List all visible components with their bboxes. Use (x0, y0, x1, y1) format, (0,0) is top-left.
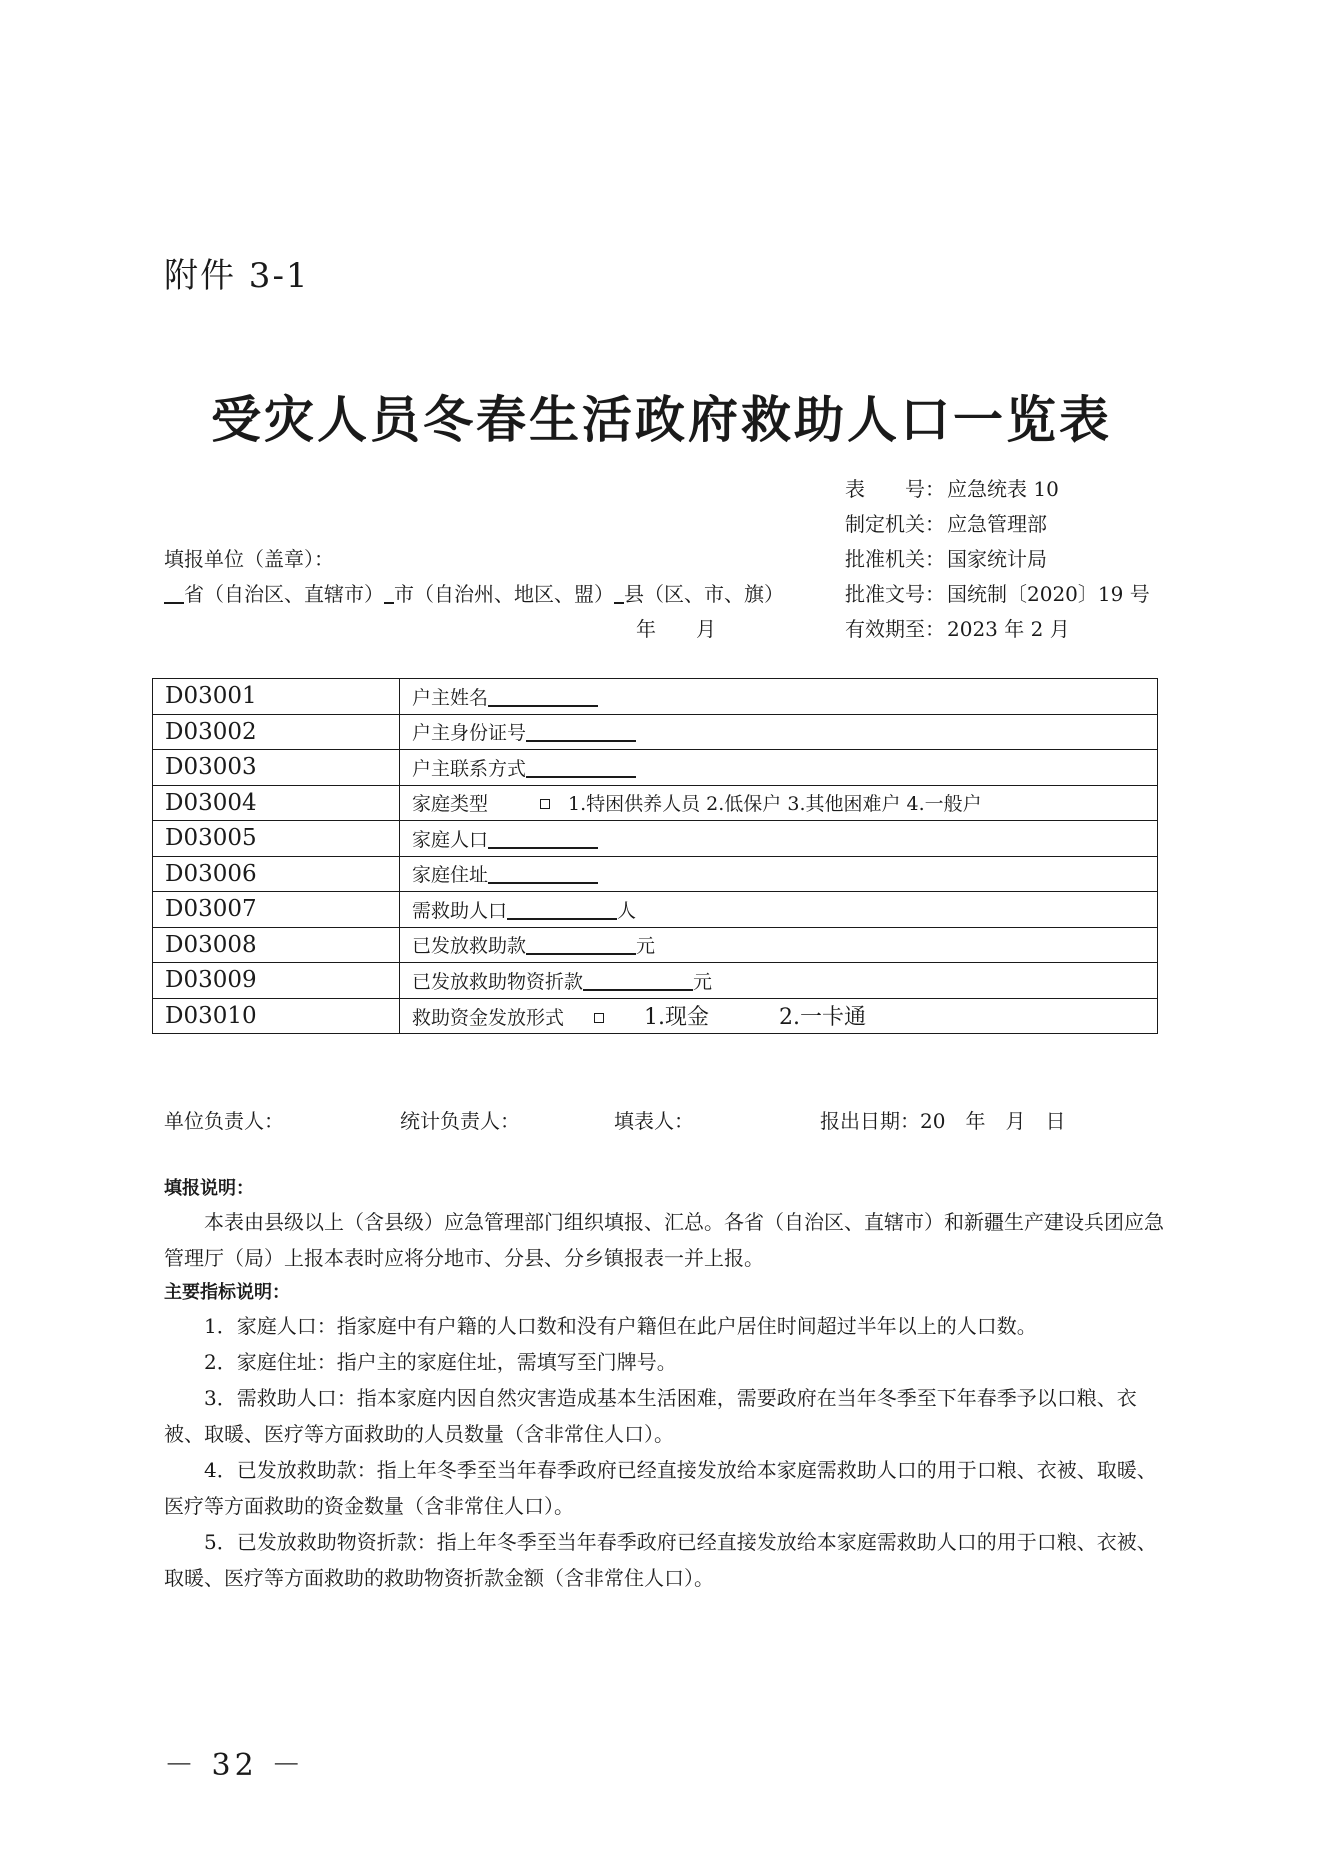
unit-suffix: 人 (617, 899, 637, 922)
meta-value: 应急管理部 (947, 512, 1047, 536)
instructions-heading: 填报说明： (164, 1178, 254, 1199)
meta-label: 批准文号： (845, 582, 945, 606)
city-label: 市（自治州、地区、盟） (394, 582, 614, 606)
row-code: D03007 (153, 892, 400, 928)
row-label: 家庭类型 (412, 793, 489, 816)
table-row (153, 892, 1158, 928)
indicator-item: 2．家庭住址：指户主的家庭住址，需填写至门牌号。 (204, 1350, 677, 1374)
meta-label: 批准机关： (845, 547, 945, 571)
table-row (153, 679, 1158, 715)
indicator-item: 5．已发放救助物资折款：指上年冬季至当年春季政府已经直接发放给本家庭需救助人口的用于口粮、衣被、取暖、医疗等方面救助的救助物资折款金额（含非常住人口）。 (164, 1530, 1157, 1590)
unit-suffix: 元 (693, 970, 713, 993)
report-date-label: 报出日期：20 年 月 日 (820, 1109, 1066, 1133)
row-code: D03005 (153, 821, 400, 857)
relief-form-table (152, 678, 1158, 1034)
table-row (153, 963, 1158, 999)
head-name-field[interactable] (488, 705, 598, 707)
meta-label: 表 号： (845, 477, 945, 501)
row-item (400, 963, 1158, 999)
unit-suffix: 元 (636, 935, 656, 958)
row-item (400, 856, 1158, 892)
payment-form-checkbox[interactable] (594, 1013, 604, 1023)
row-code: D03006 (153, 856, 400, 892)
row-item (400, 927, 1158, 963)
row-item (400, 785, 1158, 821)
row-label: 救助资金发放形式 (412, 1007, 565, 1030)
meta-value: 2023 年 2 月 (947, 617, 1070, 641)
row-label: 已发放救助物资折款 (412, 970, 584, 993)
head-contact-field[interactable] (526, 776, 636, 778)
row-label: 需救助人口 (412, 899, 508, 922)
relief-goods-value-field[interactable] (583, 989, 693, 991)
indicators-heading: 主要指标说明： (164, 1282, 290, 1303)
meta-valid-until (845, 613, 1070, 642)
meta-label: 制定机关： (845, 512, 945, 536)
meta-approval-number (845, 578, 1150, 607)
payment-option-cash: 1.现金 (644, 1005, 710, 1031)
row-label: 户主联系方式 (412, 757, 527, 780)
row-code: D03003 (153, 750, 400, 786)
filling-unit-label: 填报单位（盖章）： (164, 547, 334, 571)
row-label: 户主身份证号 (412, 722, 527, 745)
attachment-label: 附件 3-1 (164, 256, 310, 296)
meta-issuing-authority (845, 508, 1047, 537)
page-title: 受灾人员冬春生活政府救助人口一览表 (211, 390, 1112, 449)
row-code: D03001 (153, 679, 400, 715)
province-blank[interactable] (164, 602, 184, 604)
filler-label: 填表人： (614, 1109, 694, 1133)
table-row (153, 821, 1158, 857)
household-type-checkbox[interactable] (540, 799, 550, 809)
indicator-item: 4．已发放救助款：指上年冬季至当年春季政府已经直接发放给本家庭需救助人口的用于口粮、衣被、取暖、医疗等方面救助的资金数量（含非常住人口）。 (164, 1458, 1157, 1518)
city-blank[interactable] (384, 602, 394, 604)
row-label: 已发放救助款 (412, 935, 527, 958)
unit-head-label: 单位负责人： (164, 1109, 284, 1133)
row-code: D03010 (153, 998, 400, 1034)
row-label: 家庭住址 (412, 864, 489, 887)
page-number: － 32 － (164, 1748, 306, 1783)
row-item (400, 679, 1158, 715)
row-item (400, 892, 1158, 928)
household-type-options: 1.特困供养人员 2.低保户 3.其他困难户 4.一般户 (568, 793, 982, 816)
household-size-field[interactable] (488, 847, 598, 849)
instructions-text: 本表由县级以上（含县级）应急管理部门组织填报、汇总。各省（自治区、直辖市）和新疆生产建设兵团应急管理厅（局）上报本表时应将分地市、分县、分乡镇报表一并上报。 (164, 1210, 1164, 1270)
table-row (153, 714, 1158, 750)
meta-form-number (845, 473, 1059, 502)
province-label: 省（自治区、直辖市） (184, 582, 384, 606)
payment-option-card: 2.一卡通 (779, 1005, 867, 1031)
table-row (153, 927, 1158, 963)
county-label: 县（区、市、旗） (624, 582, 784, 606)
head-id-field[interactable] (526, 740, 636, 742)
relief-funds-field[interactable] (526, 953, 636, 955)
indicator-item: 1．家庭人口：指家庭中有户籍的人口数和没有户籍但在此户居住时间超过半年以上的人口数。 (204, 1314, 1037, 1338)
county-blank[interactable] (614, 602, 624, 604)
table-row (153, 750, 1158, 786)
row-code: D03008 (153, 927, 400, 963)
row-code: D03009 (153, 963, 400, 999)
region-line (164, 578, 784, 607)
row-item (400, 998, 1158, 1034)
row-code: D03004 (153, 785, 400, 821)
stats-head-label: 统计负责人： (400, 1109, 520, 1133)
row-item (400, 714, 1158, 750)
row-label: 户主姓名 (412, 686, 489, 709)
meta-approving-authority (845, 543, 1047, 572)
row-label: 家庭人口 (412, 828, 489, 851)
table-row (153, 785, 1158, 821)
persons-needing-relief-field[interactable] (507, 918, 617, 920)
table-row (153, 856, 1158, 892)
meta-label: 有效期至： (845, 617, 945, 641)
meta-value: 国家统计局 (947, 547, 1047, 571)
row-code: D03002 (153, 714, 400, 750)
meta-value: 应急统表 10 (947, 477, 1059, 501)
indicator-item: 3．需救助人口：指本家庭内因自然灾害造成基本生活困难，需要政府在当年冬季至下年春季予以口粮、衣被、取暖、医疗等方面救助的人员数量（含非常住人口）。 (164, 1386, 1137, 1446)
row-item (400, 821, 1158, 857)
report-period: 年 月 (636, 617, 716, 641)
row-item (400, 750, 1158, 786)
household-address-field[interactable] (488, 882, 598, 884)
meta-value: 国统制〔2020〕19 号 (947, 582, 1150, 606)
table-row (153, 998, 1158, 1034)
